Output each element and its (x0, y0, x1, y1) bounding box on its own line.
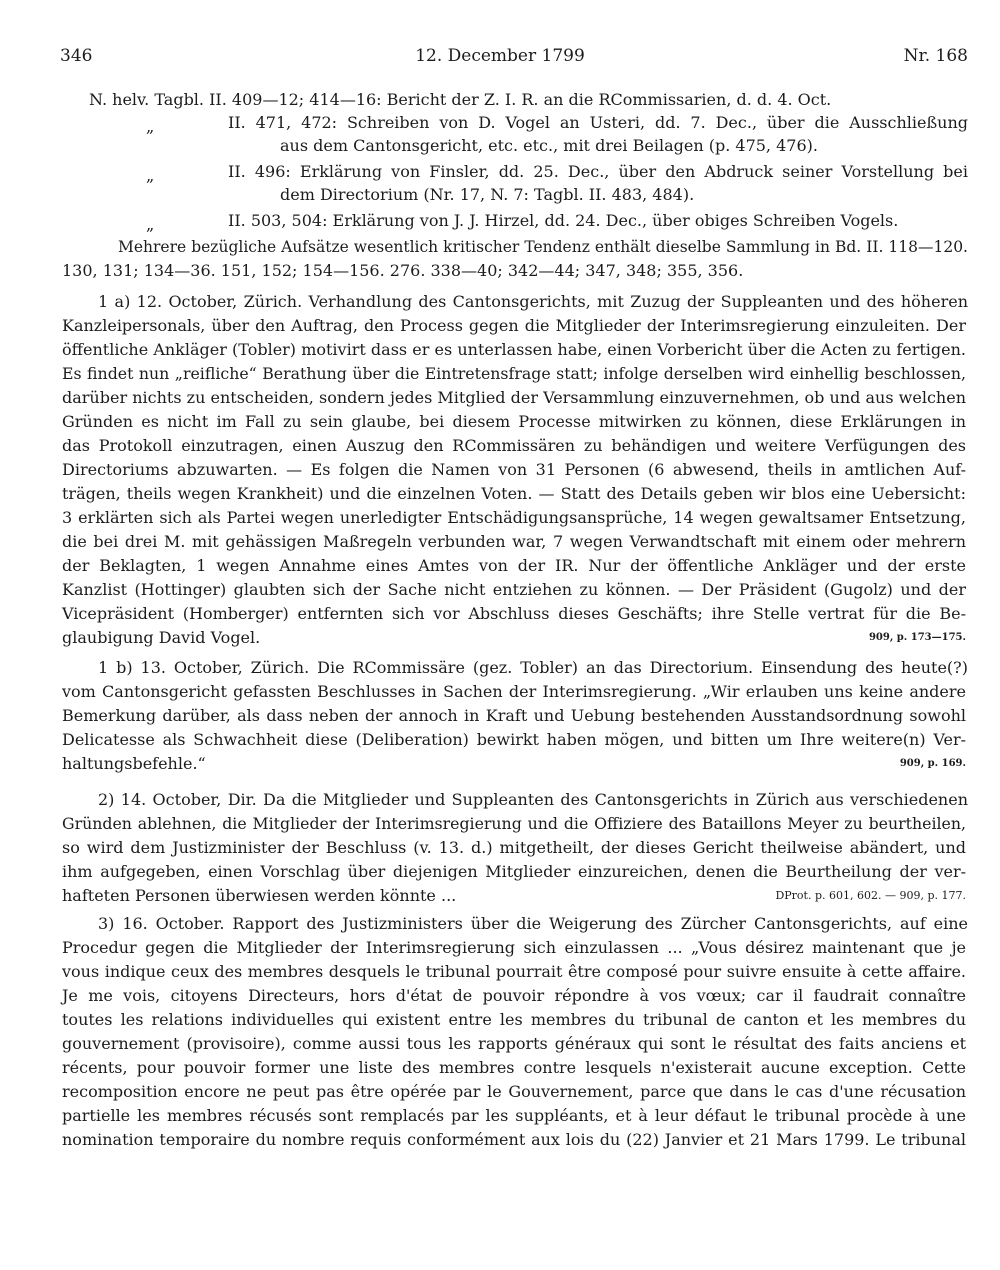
paragraph-line: recomposition encore ne peut pas être opérée par le Gouvernement, parce que dans le cas d'une récusation (62, 1082, 966, 1101)
source-reference: 909, p. 169. (899, 758, 966, 769)
paragraph-line: toutes les relations individuelles qui existent entre les membres du tribunal de canton et les membres du (62, 1010, 966, 1029)
paragraph-line: nomination temporaire du nombre requis conformément aux lois du (22) Janvier et 21 Mars 1799. Le tribunal (62, 1130, 966, 1149)
paragraph-line: 2) 14. October, Dir. Da die Mitglieder und Suppleanten des Cantonsgerichts in Zürich aus verschiedenen (98, 790, 968, 809)
paragraph-line: Je me vois, citoyens Directeurs, hors d'état de pouvoir répondre à vos vœux; car il faudrait connaître (62, 986, 966, 1005)
paragraph-line-with-ref (62, 754, 966, 774)
paragraph-line: öffentliche Ankläger (Tobler) motivirt dass er es unterlassen habe, einen Vorbericht über die Acten zu fertigen. (62, 340, 966, 359)
paragraph-line: Gründen es nicht im Fall zu sein glaube, bei diesem Processe mitwirken zu können, diese Erklärungen in (62, 412, 966, 431)
paragraph-line: der Beklagten, 1 wegen Annahme eines Amtes von der IR. Nur der öffentliche Ankläger und der erste (62, 556, 966, 575)
paragraph-text: haltungsbefehle.“ (62, 754, 206, 773)
page-number: 346 (60, 46, 93, 66)
paragraph-text: hafteten Personen überwiesen werden könnte ... (62, 886, 457, 905)
paragraph-line: das Protokoll einzutragen, einen Auszug den RCommissären zu behändigen und weitere Verfügungen des (62, 436, 966, 455)
source-line: aus dem Cantonsgericht, etc. etc., mit drei Beilagen (p. 475, 476). (280, 136, 818, 155)
paragraph-line: 1 a) 12. October, Zürich. Verhandlung des Cantonsgerichts, mit Zuzug der Suppleanten und des höheren (98, 292, 968, 311)
paragraph-line: Directoriums abzuwarten. — Es folgen die Namen von 31 Personen (6 abwesend, theils in amtlichen Auf- (62, 460, 966, 479)
ditto-mark: „ (146, 215, 155, 234)
paragraph-line: vous indique ceux des membres desquels le tribunal pourrait être composé pour suivre ensuite à cette affaire. (62, 962, 966, 981)
paragraph-line: Kanzleipersonals, über den Auftrag, den Process gegen die Mitglieder der Interimsregierung einzuleiten. Der (62, 316, 966, 335)
ditto-mark: „ (146, 166, 155, 185)
paragraph-line: Procedur gegen die Mitglieder der Interimsregierung sich einzulassen ... „Vous désirez maintenant que je (62, 938, 966, 957)
paragraph-text: glaubigung David Vogel. (62, 628, 261, 647)
source-line: dem Directorium (Nr. 17, N. 7: Tagbl. II. 483, 484). (280, 185, 695, 204)
ditto-mark: „ (146, 117, 155, 136)
paragraph-line: vom Cantonsgericht gefassten Beschlusses in Sachen der Interimsregierung. „Wir erlauben uns keine andere (62, 682, 966, 701)
document-number: Nr. 168 (903, 46, 968, 66)
paragraph-line: Es findet nun „reifliche“ Berathung über die Eintretensfrage statt; infolge derselben wird einhellig beschlossen, (62, 364, 966, 383)
source-line: II. 496: Erklärung von Finsler, dd. 25. Dec., über den Abdruck seiner Vorstellung bei (228, 162, 968, 181)
paragraph-line: 1 b) 13. October, Zürich. Die RCommissäre (gez. Tobler) an das Directorium. Einsendung des heute(?) (98, 658, 968, 677)
source-reference: DProt. p. 601, 602. — 909, p. 177. (775, 889, 966, 902)
source-line: II. 503, 504: Erklärung von J. J. Hirzel, dd. 24. Dec., über obiges Schreiben Vogels. (228, 211, 899, 230)
paragraph-line: ihm aufgegeben, einen Vorschlag über diejenigen Mitglieder einzureichen, denen die Beurtheilung der ver- (62, 862, 966, 881)
paragraph-line: gouvernement (provisoire), comme aussi tous les rapports généraux qui sont le résultat des faits anciens et (62, 1034, 966, 1053)
paragraph-line: Delicatesse als Schwachheit diese (Deliberation) bewirkt haben mögen, und bitten um Ihre weitere(n) Ver- (62, 730, 966, 749)
paragraph-line: récents, pour pouvoir former une liste des membres contre lesquels n'existerait aucune exception. Cette (62, 1058, 966, 1077)
paragraph-line: die bei drei M. mit gehässigen Maßregeln verbunden war, 7 wegen Verwandtschaft mit einem oder mehrern (62, 532, 966, 551)
paragraph-line: trägen, theils wegen Krankheit) und die einzelnen Voten. — Statt des Details geben wir blos eine Uebersicht: (62, 484, 966, 503)
paragraph-line: Mehrere bezügliche Aufsätze wesentlich kritischer Tendenz enthält dieselbe Sammlung in Bd. II. 118—120. (118, 238, 968, 256)
paragraph-line: Bemerkung darüber, als dass neben der annoch in Kraft und Uebung bestehenden Ausstandsordnung sowohl (62, 706, 966, 725)
paragraph-line: partielle les membres récusés sont remplacés par les suppléants, et à leur défaut le tribunal procède à une (62, 1106, 966, 1125)
paragraph-line: 130, 131; 134—36. 151, 152; 154—156. 276. 338—40; 342—44; 347, 348; 355, 356. (62, 261, 744, 280)
running-head-date: 12. December 1799 (415, 46, 585, 66)
source-reference: 909, p. 173—175. (868, 632, 966, 643)
source-line: II. 471, 472: Schreiben von D. Vogel an Usteri, dd. 7. Dec., über die Ausschließung (228, 113, 968, 132)
paragraph-line-with-ref (62, 628, 966, 648)
paragraph-line-with-ref (62, 886, 966, 906)
paragraph-line: Vicepräsident (Homberger) entfernten sich vor Abschluss dieses Geschäfts; ihre Stelle vertrat für die Be- (62, 604, 966, 623)
paragraph-line: Kanzlist (Hottinger) glaubten sich der Sache nicht entziehen zu können. — Der Präsident (Gugolz) und der (62, 580, 966, 599)
paragraph-line: 3 erklärten sich als Partei wegen unerledigter Entschädigungsansprüche, 14 wegen gewaltsamer Entsetzung, (62, 508, 966, 527)
paragraph-line: darüber nichts zu entscheiden, sondern jedes Mitglied der Versammlung einzuvernehmen, ob und aus welchen (62, 388, 966, 407)
paragraph-line: so wird dem Justizminister der Beschluss (v. 13. d.) mitgetheilt, der dieses Gericht theilweise abändert, und (62, 838, 966, 857)
paragraph-line: Gründen ablehnen, die Mitglieder der Interimsregierung und die Offiziere des Bataillons Meyer zu beurtheilen, (62, 814, 966, 833)
source-line: N. helv. Tagbl. II. 409—12; 414—16: Bericht der Z. I. R. an die RCommissarien, d. d. 4. Oct. (89, 90, 832, 109)
paragraph-line: 3) 16. October. Rapport des Justizministers über die Weigerung des Zürcher Cantonsgerichts, auf eine (98, 914, 968, 933)
